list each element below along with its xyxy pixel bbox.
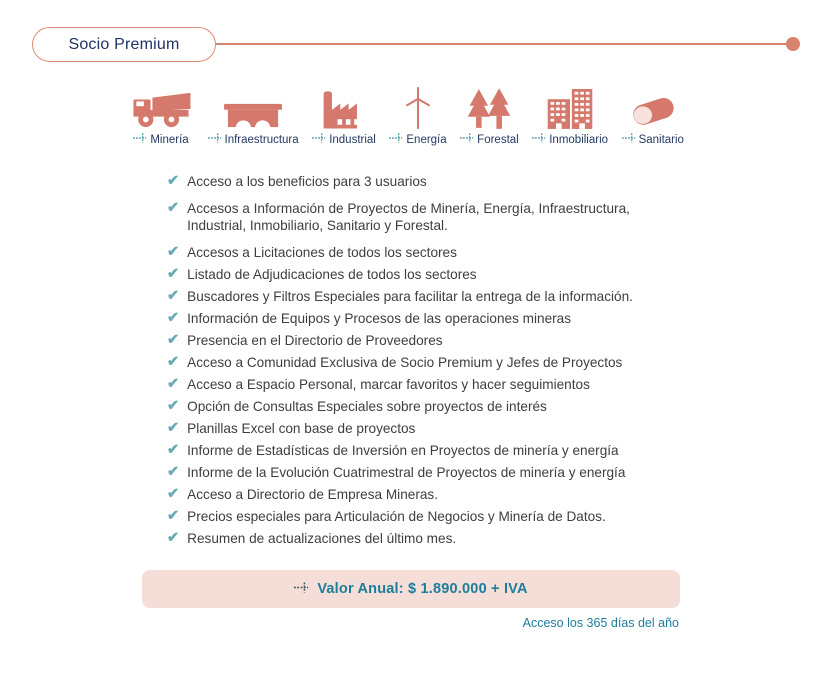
check-icon: ✔ bbox=[167, 442, 180, 458]
feature-item bbox=[167, 530, 689, 547]
feature-text: Accesos a Información de Proyectos de Minería, Energía, Infraestructura, Industrial, Inmobiliario, Sanitario y Forestal. bbox=[187, 201, 630, 233]
annual-price-text: Valor Anual: $ 1.890.000 + IVA bbox=[317, 581, 528, 597]
sector-forestal bbox=[460, 88, 519, 146]
header-divider-dot bbox=[786, 37, 800, 51]
feature-text: Acceso a Directorio de Empresa Mineras. bbox=[187, 487, 438, 502]
feature-text: Planillas Excel con base de proyectos bbox=[187, 421, 416, 436]
sector-label: Infraestructura bbox=[224, 133, 299, 146]
check-icon: ✔ bbox=[167, 200, 180, 216]
dashed-plus-icon bbox=[208, 133, 222, 146]
sector-label: Forestal bbox=[477, 133, 519, 146]
access-note: Acceso los 365 días del año bbox=[522, 616, 679, 630]
feature-text: Opción de Consultas Especiales sobre proyectos de interés bbox=[187, 399, 547, 414]
check-icon: ✔ bbox=[167, 486, 180, 502]
feature-text: Informe de Estadísticas de Inversión en Proyectos de minería y energía bbox=[187, 443, 619, 458]
check-icon: ✔ bbox=[167, 530, 180, 546]
buildings-icon bbox=[544, 88, 596, 129]
dashed-plus-icon bbox=[294, 580, 309, 598]
dashed-plus-icon bbox=[532, 133, 546, 146]
feature-text: Precios especiales para Articulación de Negocios y Minería de Datos. bbox=[187, 509, 606, 524]
feature-item bbox=[167, 486, 689, 503]
feature-item bbox=[167, 398, 689, 415]
feature-text: Acceso a los beneficios para 3 usuarios bbox=[187, 174, 427, 189]
feature-item bbox=[167, 310, 689, 327]
check-icon: ✔ bbox=[167, 398, 180, 414]
check-icon: ✔ bbox=[167, 310, 180, 326]
check-icon: ✔ bbox=[167, 244, 180, 260]
dashed-plus-icon bbox=[389, 133, 403, 146]
feature-item bbox=[167, 442, 689, 459]
header-divider-line bbox=[210, 43, 788, 45]
sector-energia bbox=[389, 87, 446, 146]
plan-badge bbox=[32, 27, 216, 62]
feature-item bbox=[167, 508, 689, 525]
feature-item bbox=[167, 173, 689, 190]
feature-item bbox=[167, 288, 689, 305]
feature-item bbox=[167, 266, 689, 283]
feature-text: Accesos a Licitaciones de todos los sectores bbox=[187, 245, 457, 260]
annual-price-bar bbox=[142, 570, 680, 608]
check-icon: ✔ bbox=[167, 332, 180, 348]
features-list bbox=[167, 173, 689, 552]
feature-item bbox=[167, 200, 689, 234]
sector-label: Sanitario bbox=[638, 133, 684, 146]
sector-infraestructura bbox=[208, 102, 299, 146]
sector-inmobiliario bbox=[532, 88, 608, 146]
sector-label: Industrial bbox=[329, 133, 376, 146]
dashed-plus-icon bbox=[133, 133, 147, 146]
feature-item bbox=[167, 244, 689, 261]
check-icon: ✔ bbox=[167, 173, 180, 189]
sector-mineria bbox=[128, 91, 194, 146]
feature-item bbox=[167, 420, 689, 437]
sector-sanitario bbox=[622, 94, 684, 146]
check-icon: ✔ bbox=[167, 266, 180, 282]
dashed-plus-icon bbox=[312, 133, 326, 146]
feature-text: Resumen de actualizaciones del último mes. bbox=[187, 531, 457, 546]
sector-label: Inmobiliario bbox=[549, 133, 609, 146]
feature-item bbox=[167, 376, 689, 393]
sectors-row bbox=[128, 84, 684, 146]
sector-industrial bbox=[312, 89, 376, 146]
check-icon: ✔ bbox=[167, 508, 180, 524]
feature-text: Presencia en el Directorio de Proveedores bbox=[187, 333, 443, 348]
bridge-icon bbox=[222, 102, 284, 129]
feature-text: Acceso a Espacio Personal, marcar favoritos y hacer seguimientos bbox=[187, 377, 590, 392]
feature-item bbox=[167, 464, 689, 481]
pipe-icon bbox=[626, 94, 680, 129]
mining-truck-icon bbox=[128, 91, 194, 129]
feature-text: Listado de Adjudicaciones de todos los sectores bbox=[187, 267, 477, 282]
sector-label: Energía bbox=[406, 133, 447, 146]
sector-label: Minería bbox=[150, 133, 189, 146]
check-icon: ✔ bbox=[167, 420, 180, 436]
feature-text: Acceso a Comunidad Exclusiva de Socio Premium y Jefes de Proyectos bbox=[187, 355, 623, 370]
check-icon: ✔ bbox=[167, 376, 180, 392]
check-icon: ✔ bbox=[167, 464, 180, 480]
dashed-plus-icon bbox=[622, 133, 636, 146]
check-icon: ✔ bbox=[167, 354, 180, 370]
check-icon: ✔ bbox=[167, 288, 180, 304]
feature-item bbox=[167, 332, 689, 349]
dashed-plus-icon bbox=[460, 133, 474, 146]
factory-icon bbox=[319, 89, 369, 129]
pine-trees-icon bbox=[465, 88, 513, 129]
feature-text: Información de Equipos y Procesos de las operaciones mineras bbox=[187, 311, 572, 326]
plan-badge-label: Socio Premium bbox=[68, 35, 180, 53]
feature-text: Informe de la Evolución Cuatrimestral de Proyectos de minería y energía bbox=[187, 465, 626, 480]
wind-turbine-icon bbox=[397, 87, 439, 129]
feature-text: Buscadores y Filtros Especiales para facilitar la entrega de la información. bbox=[187, 289, 633, 304]
feature-item bbox=[167, 354, 689, 371]
